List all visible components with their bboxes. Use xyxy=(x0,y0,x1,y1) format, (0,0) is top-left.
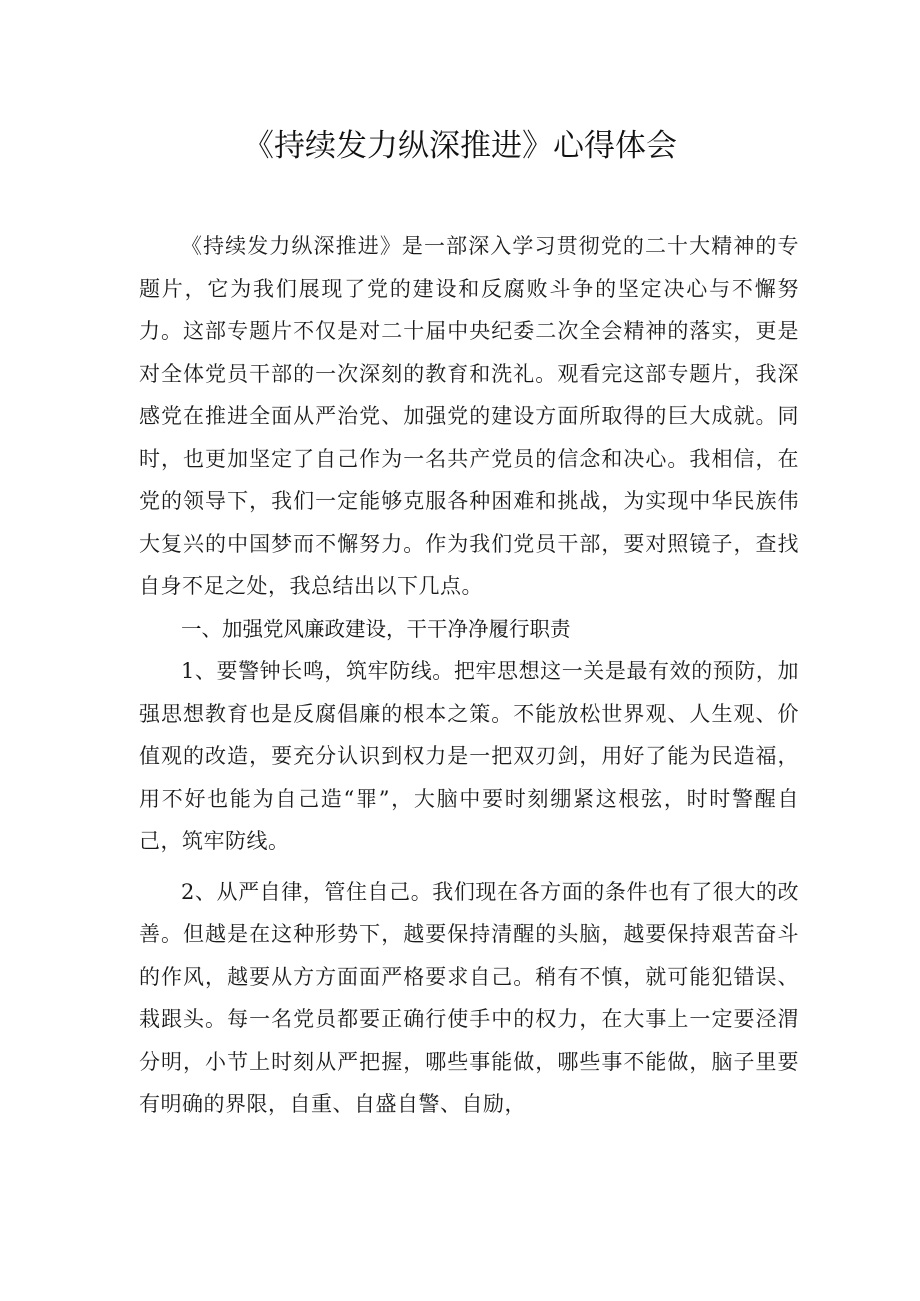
document-title: 《持续发力纵深推进》心得体会 xyxy=(243,128,677,164)
intro-paragraph: 《持续发力纵深推进》是一部深入学习贯彻党的二十大精神的专题片，它为我们展现了党的建设和反腐败斗争的坚定决心与不懈努力。这部专题片不仅是对二十届中央纪委二次全会精神的落实，更是对全体党员干部的一次深刻的教育和洗礼。观看完这部专题片，我深感党在推进全面从严治党、加强党的建设方面所取得的巨大成就。同时，也更加坚定了自己作为一名共产党员的信念和决心。我相信，在党的领导下，我们一定能够克服各种困难和挑战，为实现中华民族伟大复兴的中国梦而不懈努力。作为我们党员干部，要对照镜子，查找自身不足之处，我总结出以下几点。 xyxy=(139,234,799,598)
document-body xyxy=(139,225,799,1126)
point-paragraph-2: 2、从严自律，管住自己。我们现在各方面的条件也有了很大的改善。但越是在这种形势下，越要保持清醒的头脑，越要保持艰苦奋斗的作风，越要从方方面面严格要求自己。稍有不慎，就可能犯错误、栽跟头。每一名党员都要正确行使手中的权力，在大事上一定要泾渭分明，小节上时刻从严把握，哪些事能做，哪些事不能做，脑子里要有明确的界限，自重、自盛自警、自励， xyxy=(139,879,799,1116)
point-paragraph-1: 1、要警钟长鸣，筑牢防线。把牢思想这一关是最有效的预防，加强思想教育也是反腐倡廉的根本之策。不能放松世界观、人生观、价值观的改造，要充分认识到权力是一把双刃剑，用好了能为民造福，用不好也能为自己造“罪”，大脑中要时刻绷紧这根弦，时时警醒自己，筑牢防线。 xyxy=(139,659,799,853)
paragraph-gap xyxy=(139,863,799,871)
section-heading: 一、加强党风廉政建设，干干净净履行职责 xyxy=(181,616,571,641)
